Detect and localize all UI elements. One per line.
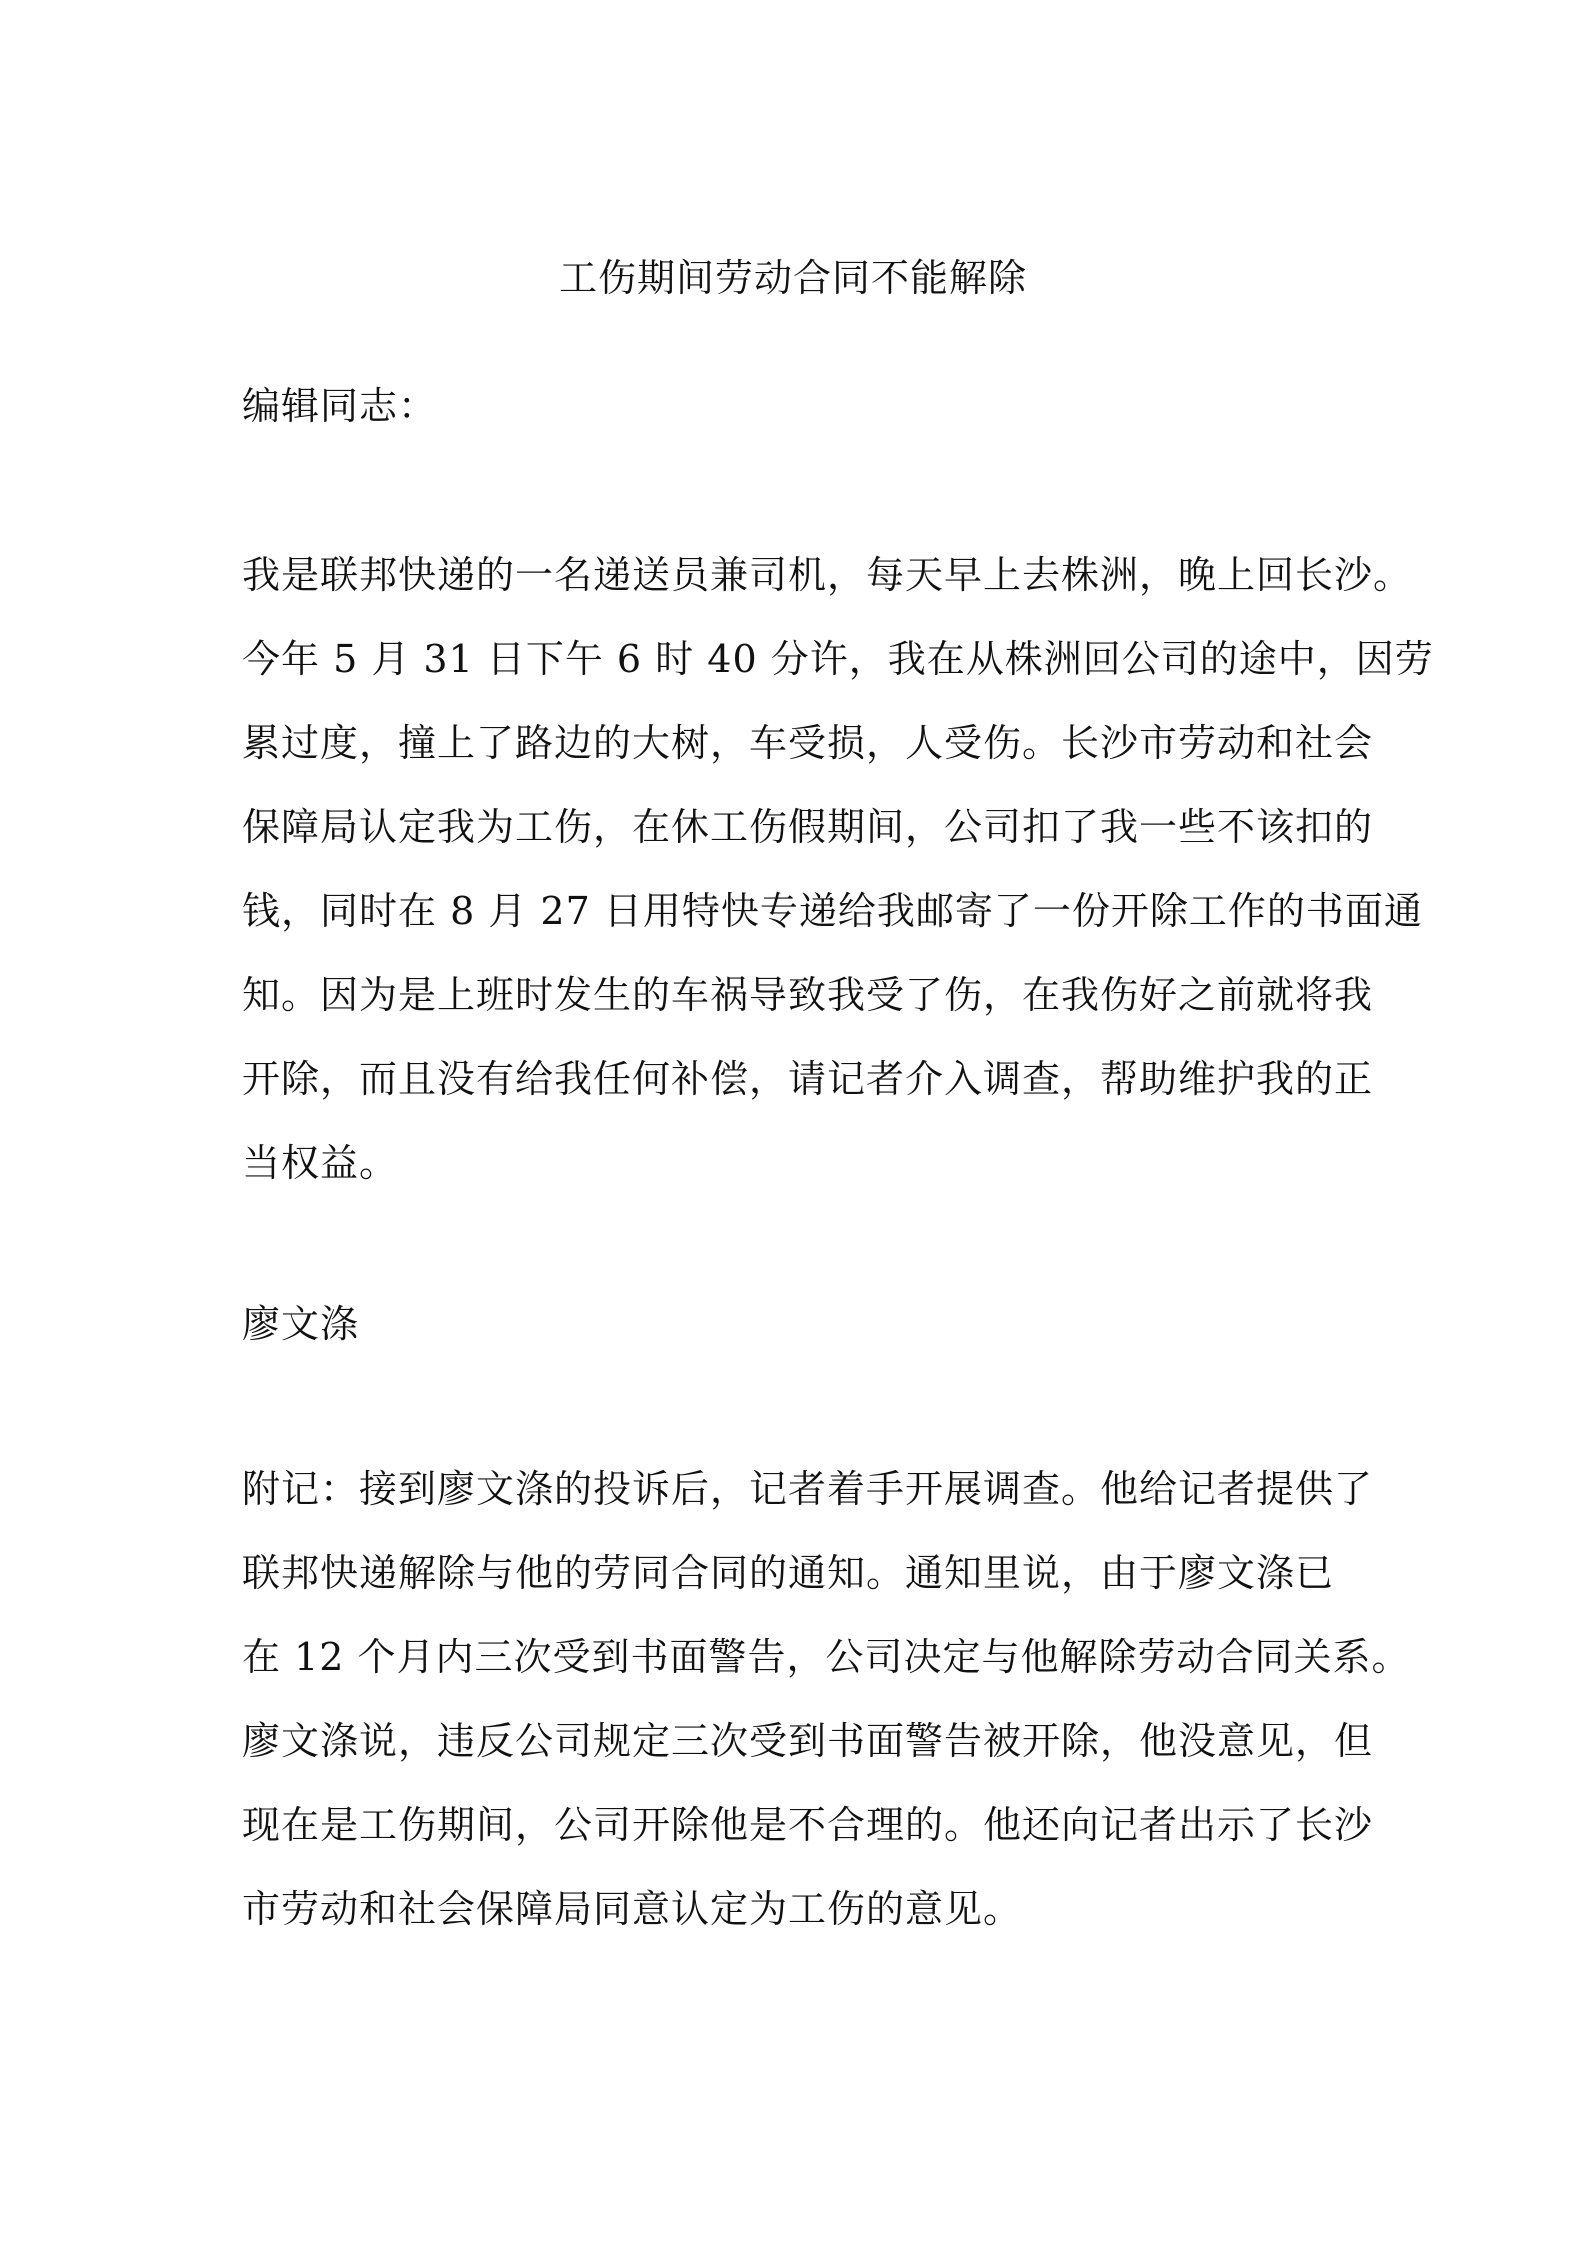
postscript-line: 联邦快递解除与他的劳同合同的通知。通知里说，由于廖文涤已 [242,1551,1335,1595]
salutation-text: 编辑同志： [242,384,438,428]
postscript-line: 现在是工伤期间，公司开除他是不合理的。他还向记者出示了长沙 [242,1803,1374,1847]
salutation [242,364,1402,448]
letter-line: 今年 5 月 31 日下午 6 时 40 分许，我在从株洲回公司的途中，因劳 [242,637,1434,681]
letter-line: 钱，同时在 8 月 27 日用特快专递给我邮寄了一份开除工作的书面通 [242,889,1423,933]
letter-line: 累过度，撞上了路边的大树，车受损，人受伤。长沙市劳动和社会 [242,721,1374,765]
document-title: 工伤期间劳动合同不能解除 [558,256,1027,300]
letter-body [242,533,1434,1205]
letter-line: 开除，而且没有给我任何补偿，请记者介入调查，帮助维护我的正 [242,1057,1374,1101]
postscript-line: 廖文涤说，违反公司规定三次受到书面警告被开除，他没意见，但 [242,1719,1374,1763]
postscript-line: 在 12 个月内三次受到书面警告，公司决定与他解除劳动合同关系。 [242,1635,1411,1679]
signature-name: 廖文涤 [242,1302,360,1346]
letter-line: 当权益。 [242,1141,399,1185]
postscript [242,1447,1411,1951]
postscript-line: 附记：接到廖文涤的投诉后，记者着手开展调查。他给记者提供了 [242,1467,1374,1511]
letter-line: 知。因为是上班时发生的车祸导致我受了伤，在我伤好之前就将我 [242,973,1374,1017]
letter-line: 保障局认定我为工伤，在休工伤假期间，公司扣了我一些不该扣的 [242,805,1374,849]
signature [242,1282,1402,1366]
postscript-line: 市劳动和社会保障局同意认定为工伤的意见。 [242,1887,1023,1931]
letter-line: 我是联邦快递的一名递送员兼司机，每天早上去株洲，晚上回长沙。 [242,553,1413,597]
